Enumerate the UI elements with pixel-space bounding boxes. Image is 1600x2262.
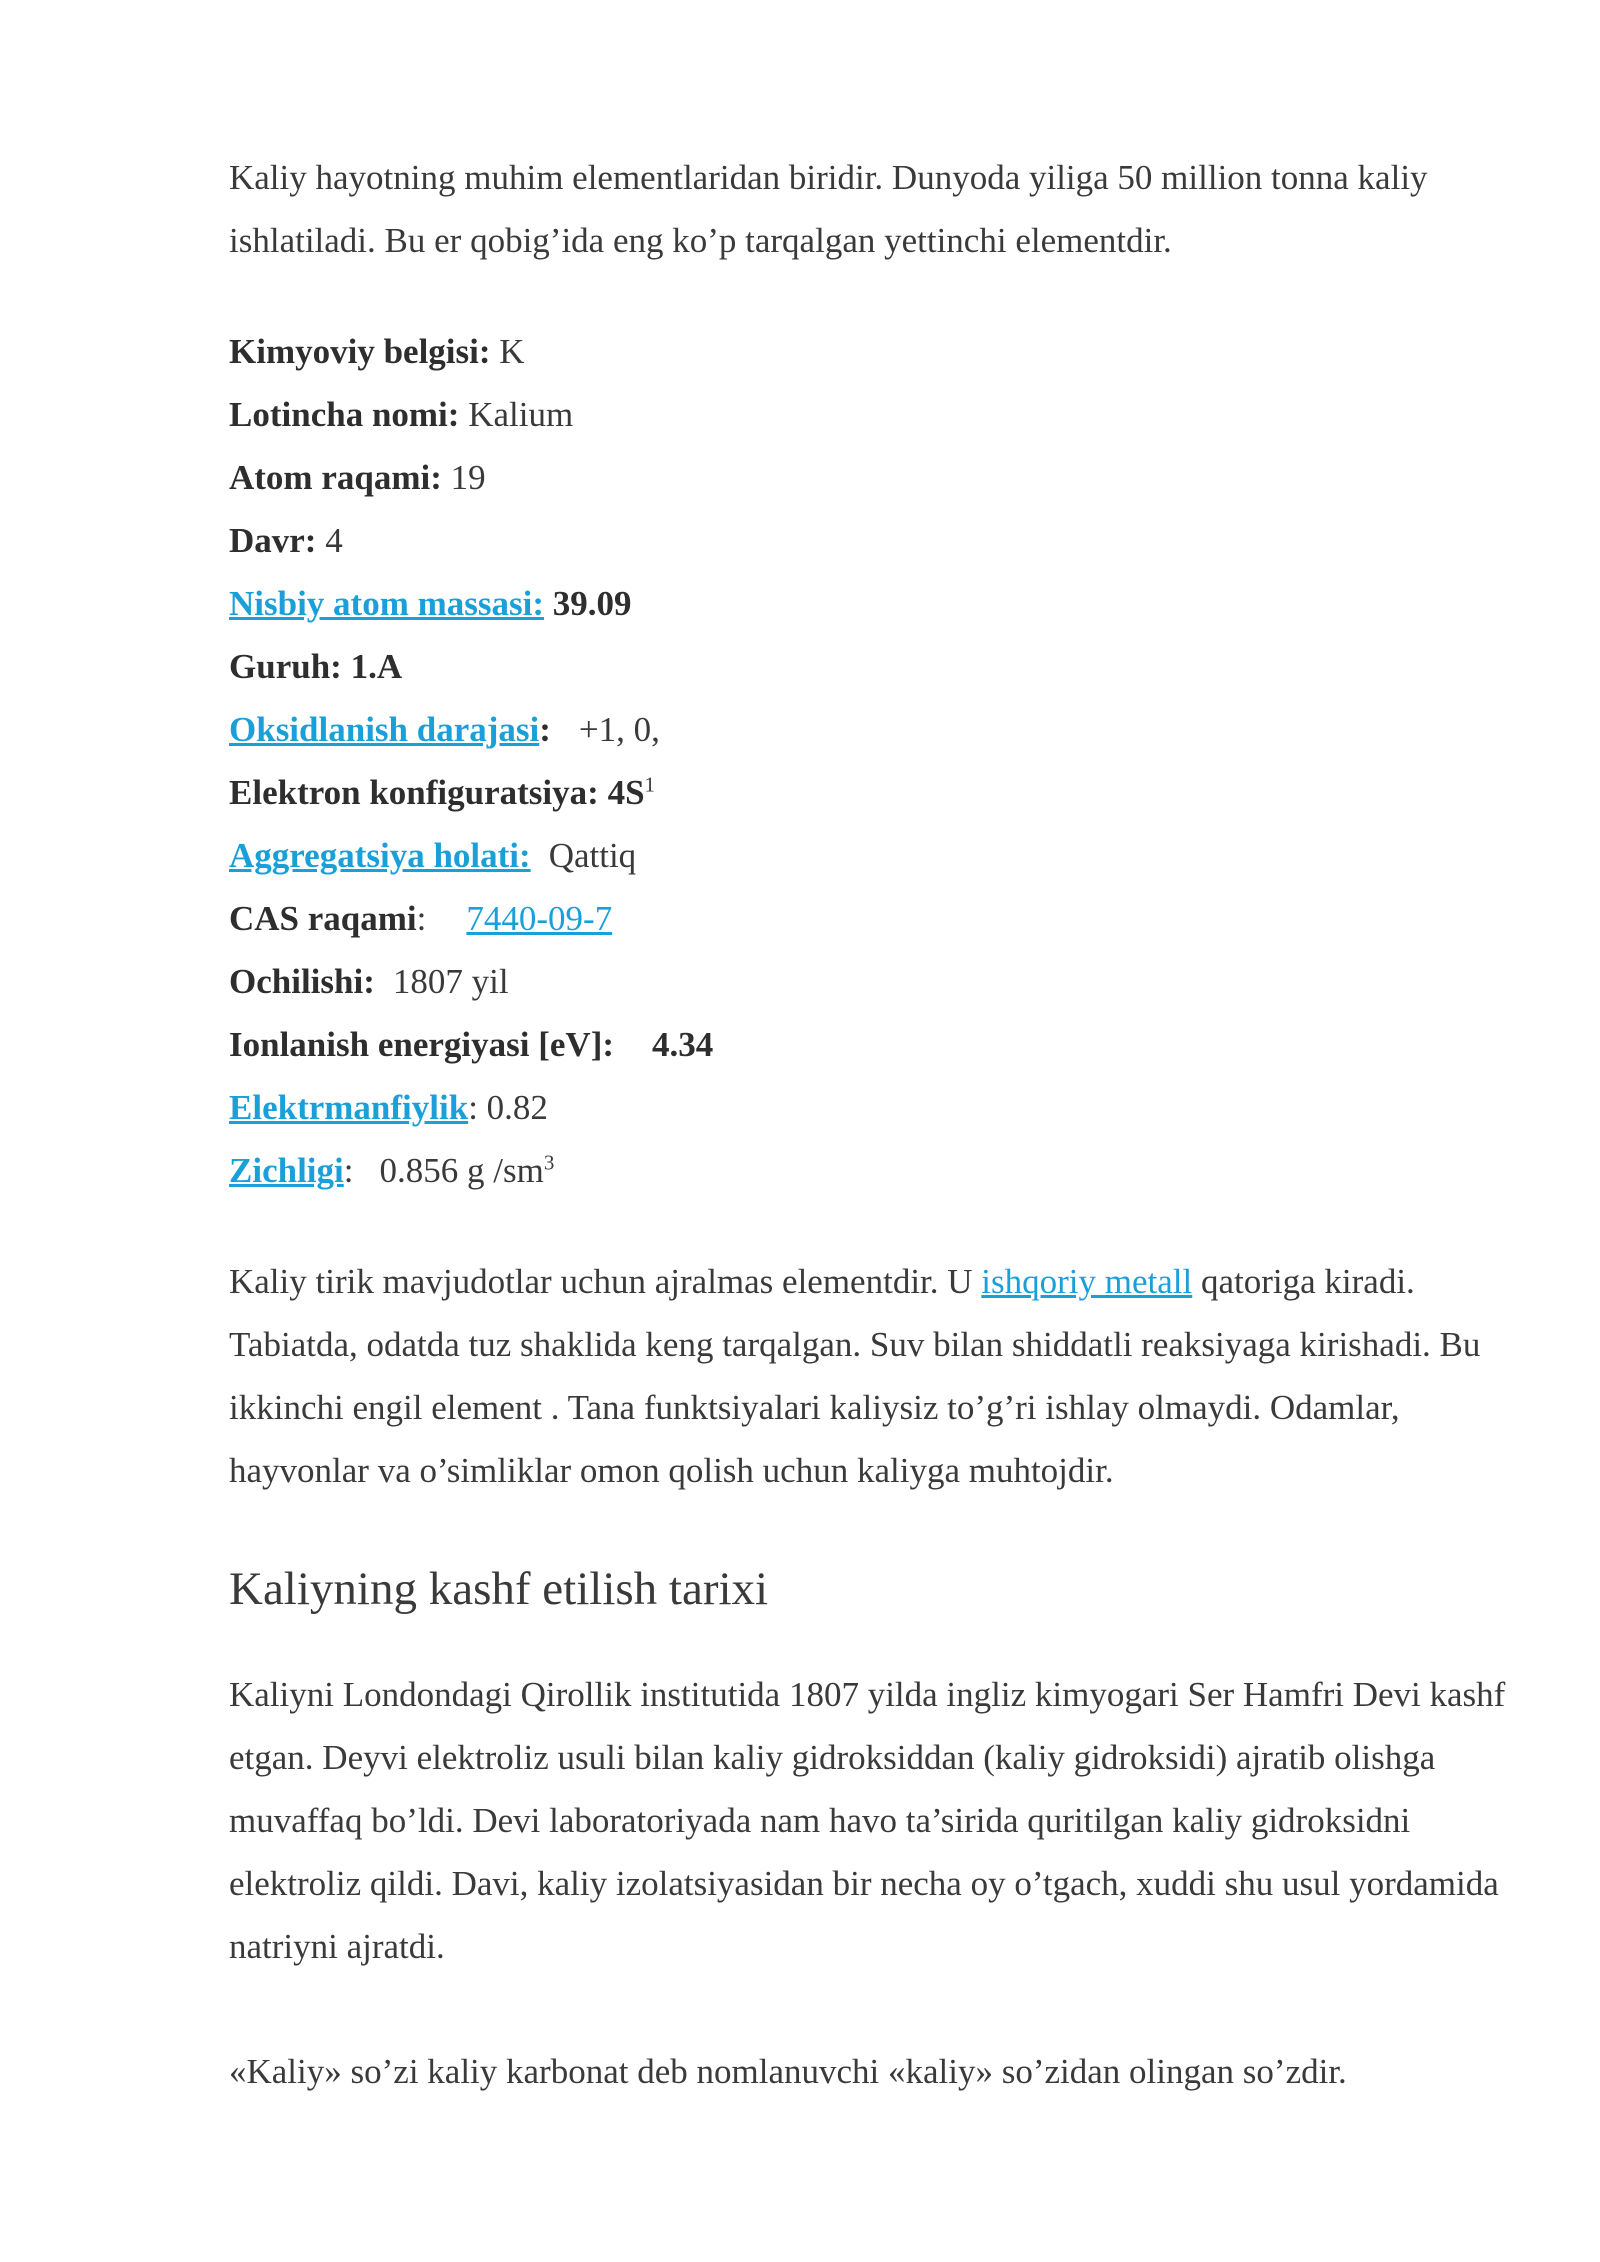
prop-oxidation-colon: : xyxy=(539,710,551,749)
prop-aggregate-value: Qattiq xyxy=(548,836,637,875)
prop-config-label: Elektron konfiguratsiya: xyxy=(229,773,599,812)
prop-period xyxy=(229,509,1529,572)
prop-density xyxy=(229,1139,1529,1202)
prop-ionization-energy xyxy=(229,1013,1529,1076)
history-heading: Kaliyning kashf etilish tarixi xyxy=(229,1563,769,1615)
prop-group-label: Guruh: xyxy=(229,647,342,686)
prop-symbol-label: Kimyoviy belgisi: xyxy=(229,332,491,371)
body-text-end: qatoriga kiradi. Tabiatda, odatda tuz shaklida keng tarqalgan. Suv bilan shiddatli reaksiyaga kirishadi. Bu ikkinchi engil element . Tana funktsiyalari kaliysiz to’g’ri ishlay olmaydi. Odamlar, hayvonlar va o’simliklar omon qolish uchun kaliyga muhtojdir. xyxy=(229,1262,1481,1490)
prop-cas-colon: : xyxy=(416,899,427,938)
prop-group-value: 1.A xyxy=(350,647,403,686)
element-properties-list xyxy=(229,320,1529,1202)
prop-config-value: 4S xyxy=(607,773,645,812)
history-paragraph: Kaliyni Londondagi Qirollik institutida 1807 yilda ingliz kimyogari Ser Hamfri Devi kashf etgan. Deyvi elektroliz usuli bilan kaliy gidroksiddan (kaliy gidroksidi) ajratib olishga muvaffaq bo’ldi. Devi laboratoriyada nam havo ta’sirida quritilgan kaliy gidroksidni elektroliz qildi. Davi, kaliy izolatsiyasidan bir necha oy o’tgach, xuddi shu usul yordamida natriyni ajratdi. xyxy=(229,1675,1506,1966)
prop-atomic-number-label: Atom raqami: xyxy=(229,458,442,497)
document-page xyxy=(229,146,1529,2103)
electronegativity-link[interactable]: Elektrmanfiylik xyxy=(229,1088,469,1127)
prop-atomic-mass xyxy=(229,572,1529,635)
prop-electroneg-value: : 0.82 xyxy=(468,1088,548,1127)
body-paragraph xyxy=(229,1250,1529,1502)
body-text-start: Kaliy tirik mavjudotlar uchun ajralmas elementdir. U xyxy=(229,1262,982,1301)
prop-density-colon: : xyxy=(343,1151,354,1190)
prop-ionization-label: Ionlanish energiyasi [eV]: xyxy=(229,1025,614,1064)
prop-density-superscript: 3 xyxy=(543,1150,555,1175)
prop-electron-config xyxy=(229,761,1529,824)
prop-aggregate-state xyxy=(229,824,1529,887)
oxidation-state-link[interactable]: Oksidlanish darajasi xyxy=(229,710,540,749)
prop-latin-value: Kalium xyxy=(468,395,574,434)
prop-latin-label: Lotincha nomi: xyxy=(229,395,460,434)
atomic-mass-link[interactable]: Nisbiy atom massasi: xyxy=(229,584,545,623)
prop-discovery-value: 1807 yil xyxy=(392,962,509,1001)
density-link[interactable]: Zichligi xyxy=(229,1151,344,1190)
intro-paragraph: Kaliy hayotning muhim elementlaridan biridir. Dunyoda yiliga 50 million tonna kaliy ishlatiladi. Bu er qobig’ida eng ko’p tarqalgan yettinchi elementdir. xyxy=(229,158,1428,260)
prop-atomic-mass-value: 39.09 xyxy=(552,584,632,623)
prop-symbol xyxy=(229,320,1529,383)
prop-atomic-number xyxy=(229,446,1529,509)
prop-atomic-number-value: 19 xyxy=(450,458,486,497)
prop-discovery xyxy=(229,950,1529,1013)
prop-cas-label: CAS raqami xyxy=(229,899,417,938)
prop-cas-number xyxy=(229,887,1529,950)
prop-period-label: Davr: xyxy=(229,521,317,560)
prop-oxidation xyxy=(229,698,1529,761)
prop-symbol-value: K xyxy=(499,332,525,371)
prop-latin-name xyxy=(229,383,1529,446)
prop-group xyxy=(229,635,1529,698)
prop-config-superscript: 1 xyxy=(644,772,656,797)
cas-number-link[interactable]: 7440-09-7 xyxy=(466,899,613,938)
prop-discovery-label: Ochilishi: xyxy=(229,962,375,1001)
prop-electronegativity xyxy=(229,1076,1529,1139)
prop-oxidation-value: +1, 0, xyxy=(578,710,660,749)
aggregate-state-link[interactable]: Aggregatsiya holati: xyxy=(229,836,531,875)
prop-density-value: 0.856 g /sm xyxy=(379,1151,544,1190)
alkali-metal-link[interactable]: ishqoriy metall xyxy=(981,1262,1193,1301)
prop-ionization-value: 4.34 xyxy=(652,1025,714,1064)
etymology-paragraph: «Kaliy» so’zi kaliy karbonat deb nomlanuvchi «kaliy» so’zidan olingan so’zdir. xyxy=(229,2052,1347,2091)
prop-period-value: 4 xyxy=(325,521,343,560)
